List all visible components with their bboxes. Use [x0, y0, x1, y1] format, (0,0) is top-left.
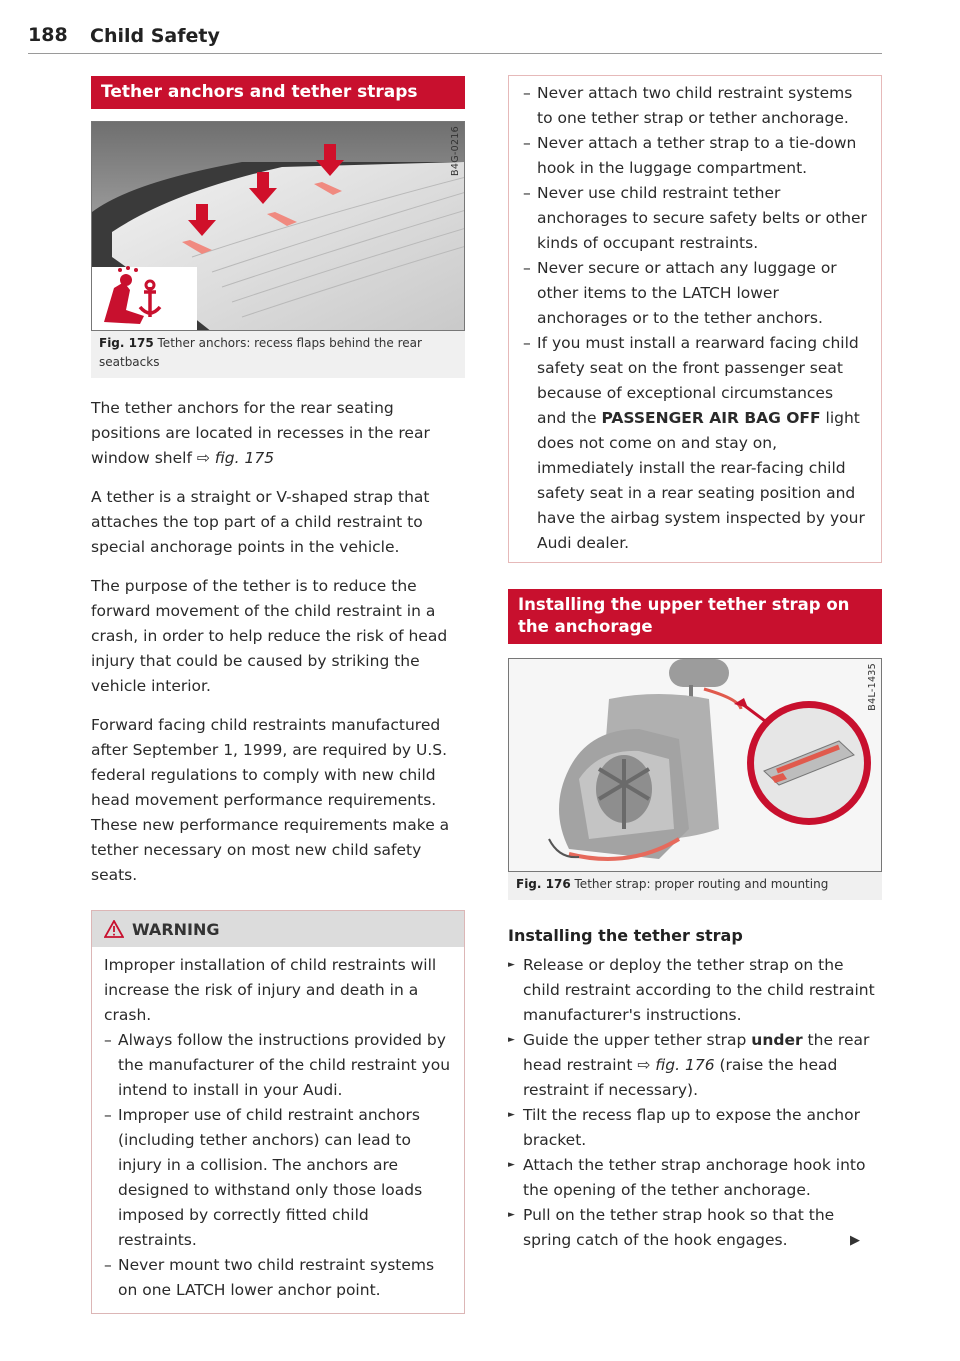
warning-body — [92, 947, 464, 1313]
step-item: ► Tilt the recess flap up to expose the anchor bracket. — [508, 1103, 882, 1153]
figure-175-caption — [91, 330, 465, 378]
right-column — [508, 76, 882, 1253]
step-emphasis: under — [751, 1031, 803, 1049]
figure-175 — [91, 121, 465, 378]
step-text: the rear head restraint — [523, 1031, 870, 1074]
figure-176-code: B4L-1435 — [867, 663, 878, 711]
step-text: (raise the head restraint if necessary). — [523, 1056, 838, 1099]
warning-item-text: light does not come on and stay on, immediately install the rear-facing child safety seat in a rear seating position and have the airbag system inspected by your Audi dealer. — [537, 409, 865, 552]
warning-item: – Never attach a tether strap to a tie-down hook in the luggage compartment. — [523, 131, 867, 181]
warning-item: – Never mount two child restraint systems on one LATCH lower anchor point. — [104, 1253, 452, 1303]
figure-175-text: Tether anchors: recess flaps behind the rear seatbacks — [99, 336, 422, 369]
figure-176 — [508, 658, 882, 900]
figure-175-label: Fig. 175 — [99, 336, 154, 350]
step-text: Pull on the tether strap hook so that the spring catch of the hook engages. — [523, 1206, 835, 1249]
figure-176-caption — [508, 871, 882, 900]
figure-reference-link[interactable]: ⇨ fig. 175 — [196, 449, 275, 467]
page-header — [28, 24, 882, 54]
section-title-tether-anchors: Tether anchors and tether straps — [91, 76, 465, 109]
paragraph-anchor-location — [91, 396, 465, 471]
subhead-installing-tether-strap: Installing the tether strap — [508, 926, 743, 945]
warning-triangle-icon — [104, 920, 124, 938]
continue-arrow-icon: ▶ — [850, 1233, 860, 1248]
warning-box — [91, 910, 465, 1314]
installation-steps — [508, 953, 882, 1253]
figure-175-code: B4G-0216 — [450, 126, 461, 176]
warning-intro: Improper installation of child restraints will increase the risk of injury and death in a crash. — [104, 956, 437, 1024]
warning-item-airbag — [523, 331, 867, 556]
warning-item: – Never use child restraint tether anchorages to secure safety belts or other kinds of occupant restraints. — [523, 181, 867, 256]
child-seat-tether-illustration — [509, 659, 882, 872]
page-number: 188 — [28, 24, 68, 46]
left-column — [91, 76, 465, 1314]
step-text: Guide the upper tether strap — [523, 1031, 752, 1049]
figure-176-text: Tether strap: proper routing and mounting — [574, 877, 829, 891]
paragraph-tether-purpose: The purpose of the tether is to reduce the forward movement of the child restraint in a crash, in order to help reduce the risk of head injury that could be caused by striking the vehicle interior. — [91, 577, 448, 695]
figure-reference-link[interactable]: ⇨ fig. 176 — [637, 1056, 715, 1074]
paragraph-tether-definition: A tether is a straight or V-shaped strap that attaches the top part of a child restraint to special anchorage points in the vehicle. — [91, 488, 430, 556]
warning-item: – Always follow the instructions provided by the manufacturer of the child restraint you intend to install in your Audi. — [104, 1028, 452, 1103]
warning-item-text: If you must install a rearward facing child safety seat on the front passenger seat because of exceptional circumstances and the — [537, 334, 859, 427]
warning-continued — [508, 75, 882, 563]
figure-176-label: Fig. 176 — [516, 877, 571, 891]
section-title-installing-tether: Installing the upper tether strap on the anchorage — [508, 589, 882, 644]
figure-175-image — [91, 121, 465, 331]
airbag-off-label: PASSENGER AIR BAG OFF — [601, 409, 821, 427]
warning-item: – Never secure or attach any luggage or other items to the LATCH lower anchorages or to the tether anchors. — [523, 256, 867, 331]
warning-item: – Never attach two child restraint systems to one tether strap or tether anchorage. — [523, 81, 867, 131]
rear-shelf-illustration — [92, 122, 465, 331]
figure-176-image — [508, 658, 882, 872]
paragraph-text: The tether anchors for the rear seating positions are located in recesses in the rear window shelf — [91, 399, 430, 467]
warning-title: WARNING — [132, 919, 220, 939]
step-item — [508, 1203, 882, 1253]
warning-header — [92, 911, 464, 947]
warning-item: – Improper use of child restraint anchors (including tether anchors) can lead to injury in a collision. The anchors are designed to withstand only those loads imposed by correctly fitted child restraints. — [104, 1103, 452, 1253]
paragraph-regulations: Forward facing child restraints manufactured after September 1, 1999, are required by U.S. federal regulations to comply with new child head movement performance requirements. These new performance requirements make a tether necessary on most new child safety seats. — [91, 716, 450, 884]
step-item — [508, 1028, 882, 1103]
step-item: ► Release or deploy the tether strap on the child restraint according to the child restraint manufacturer's instructions. — [508, 953, 882, 1028]
step-item: ► Attach the tether strap anchorage hook into the opening of the tether anchorage. — [508, 1153, 882, 1203]
chapter-title: Child Safety — [90, 25, 220, 47]
